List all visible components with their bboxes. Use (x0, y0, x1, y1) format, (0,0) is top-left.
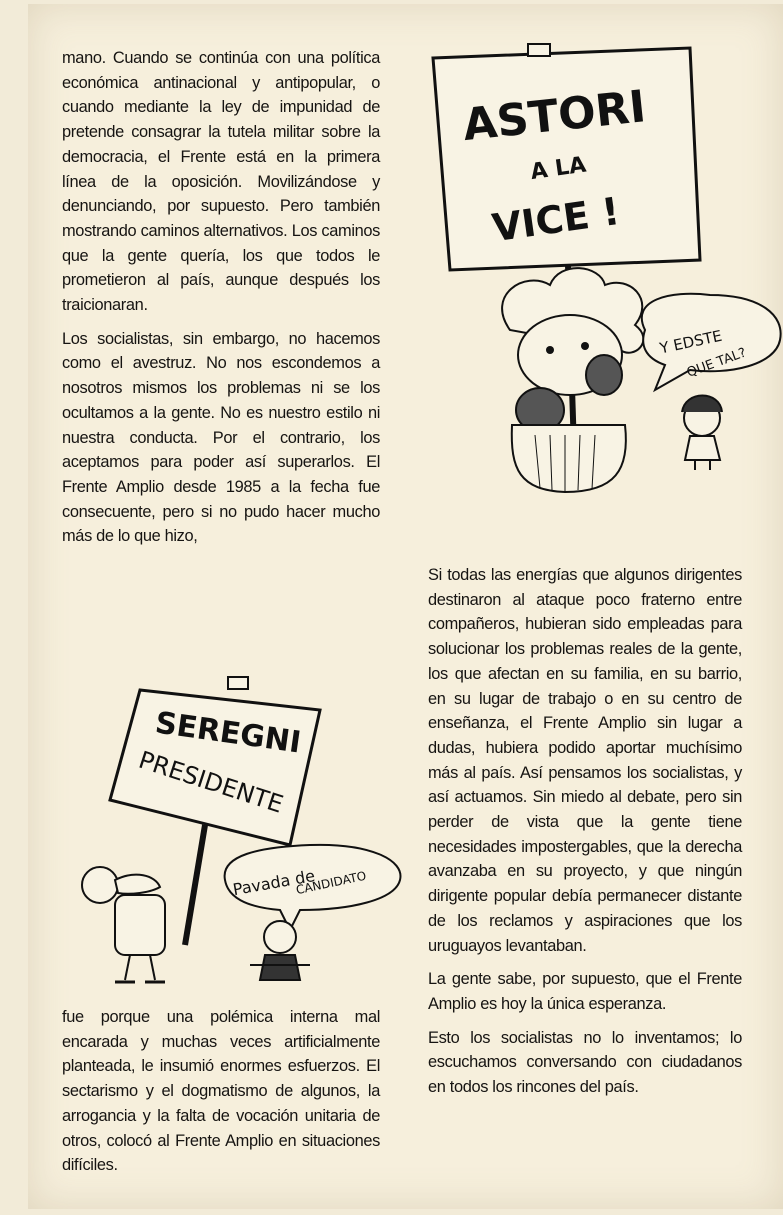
character-eye (581, 342, 589, 350)
seregni-cartoon-drawing (60, 675, 410, 995)
paragraph: fue porque una polémica interna mal encarada y muchas veces artificialmente planteada, le insumió enormes esfuerzos. El sectarismo y el dogmatismo de algunos, la arrogancia y la falta de vocación unitaria de otros, colocó al Frente Amplio en situaciones difíciles. (62, 1008, 380, 1175)
astori-cartoon (400, 40, 783, 540)
character-body (512, 425, 626, 492)
character-head (82, 867, 118, 903)
small-character-head (264, 921, 296, 953)
small-character-body (685, 436, 720, 460)
paragraph: Los socialistas, sin embargo, no hacemos como el avestruz. No nos escondemos a nosotros mismos los problemas ni se los ocultamos a la gente. No es nuestro estilo ni nuestra conducta. Por el contrario, los aceptamos para poder así superarlos. El Frente Amplio desde 1985 a la fecha fue consecuente, pero si no pudo hacer mucho más de lo que hizo, (62, 329, 380, 546)
bubble-text-line2: QUE TAL? (684, 345, 749, 381)
astori-cartoon-drawing (400, 40, 783, 540)
paragraph: Si todas las energías que algunos dirigentes destinaron al ataque poco fraterno entre compañeros, hubieran sido empleadas para solucionar los problemas reales de la gente, los que afectan en su familia, en su barrio, en su lugar de trabajo o en su centro de enseñanza, el Frente Amplio sin lugar a dudas, hubiera podido aportar muchísimo más al país. Así pensamos los socialistas, y así actuamos. Sin miedo al debate, pero sin perder de vista que la gente tiene necesidades impostergables, que la derecha avanzaba en su proyecto, y que ningún dirigente popular debía permanecer distante de los reclamos y aspiraciones que los uruguayos levantaban. (428, 566, 742, 955)
character-nose (115, 875, 160, 894)
sign-text-line2: A LA (529, 152, 588, 186)
character-body (115, 895, 165, 955)
seregni-cartoon (60, 675, 410, 995)
small-character-body (260, 955, 300, 980)
sign-text-line1: SEREGNI (153, 705, 304, 761)
sign-text-line3: VICE ! (489, 188, 623, 251)
paragraph: Esto los socialistas no lo inventamos; lo escuchamos conversando con ciudadanos en todos los rincones del país. (428, 1028, 742, 1097)
right-column-bottom-text (428, 563, 742, 1109)
bubble-text-line2: CANDIDATO (294, 868, 368, 898)
paragraph: mano. Cuando se continúa con una política económica antinacional y antipopular, o cuando mediante la ley de impunidad de pretende consagrar la tutela militar sobre la democracia, el Frente está en la primera línea de la oposición. Movilizándose y denunciando, por supuesto. Pero también mostrando caminos alternativos. Los caminos que la gente quería, los que todos le prometieron al país, aunque después los traicionaran. (62, 49, 380, 315)
sign-clip (228, 677, 248, 689)
character-eye (546, 346, 554, 354)
bubble-text-line1: Y EDSTE (658, 326, 724, 358)
left-column-top-text (62, 46, 380, 558)
bubble-text-line1: Pavada de (231, 866, 317, 900)
left-column-bottom-text (62, 1005, 380, 1187)
sign-pole (185, 825, 205, 945)
character-hand (586, 355, 622, 395)
sign-clip (528, 44, 550, 56)
paragraph: La gente sabe, por supuesto, que el Frente Amplio es hoy la única esperanza. (428, 970, 742, 1013)
sign-text-line1: ASTORI (460, 81, 649, 152)
sign-text-line2: PRESIDENTE (135, 745, 287, 819)
